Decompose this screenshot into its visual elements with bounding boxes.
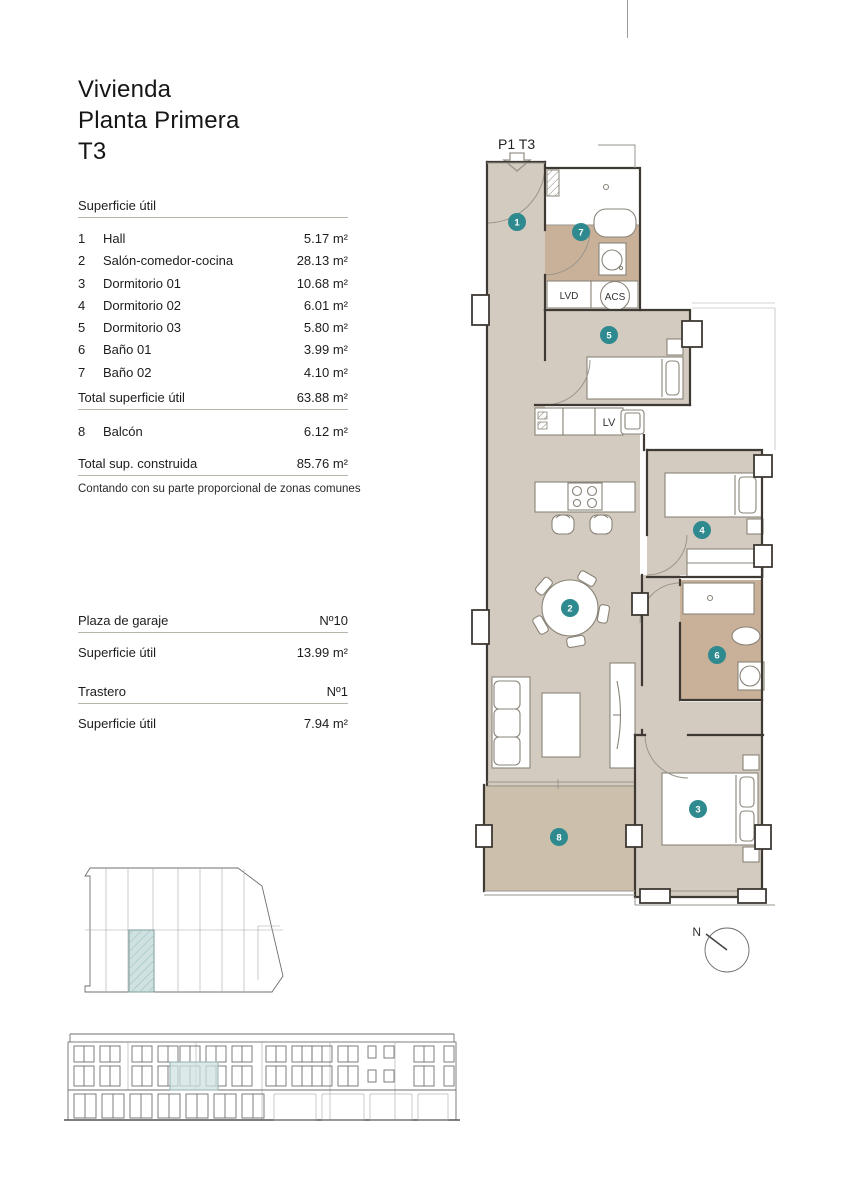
common-zones-note: Contando con su parte proporcional de zonas comunes <box>78 483 361 495</box>
page-title <box>78 74 240 167</box>
title-line-1: Vivienda <box>78 76 172 103</box>
elevation-highlight-unit <box>170 1062 218 1090</box>
title-line-3: T3 <box>78 138 107 165</box>
bathtub-icon <box>594 209 636 237</box>
table-row <box>78 365 348 387</box>
building-elevation <box>62 1028 462 1128</box>
row-value: 6.12 m² <box>303 424 348 439</box>
room-marker-4 <box>693 521 711 539</box>
room-marker-7 <box>572 223 590 241</box>
room-marker-2 <box>561 599 579 617</box>
total-construida-row <box>78 456 348 476</box>
garage-row <box>78 613 348 633</box>
table-row <box>78 342 348 364</box>
total-construida-label: Total sup. construida <box>78 456 198 471</box>
row-name: Hall <box>103 231 126 246</box>
table-row <box>78 253 348 275</box>
site-divisions <box>85 868 283 992</box>
svg-text:1: 1 <box>514 217 520 229</box>
room-marker-3 <box>689 800 707 818</box>
north-compass <box>692 925 749 972</box>
row-num: 8 <box>78 424 86 439</box>
nightstand-icon <box>667 339 683 355</box>
row-name: Dormitorio 01 <box>103 275 182 291</box>
svg-text:5: 5 <box>606 330 612 342</box>
row-name: Baño 02 <box>103 364 152 380</box>
svg-text:6: 6 <box>714 650 720 662</box>
room-marker-5 <box>600 326 618 344</box>
washer-label: LVD <box>559 291 579 302</box>
svg-text:3: 3 <box>695 804 701 816</box>
compass-label: N <box>692 925 701 939</box>
row-value: 5.17 m² <box>303 231 348 246</box>
total-util-row <box>78 390 348 410</box>
unit-label: P1 T3 <box>498 136 536 152</box>
garage-area-label: Superficie útil <box>78 645 157 660</box>
storage-row <box>78 684 348 704</box>
upper-windows <box>74 1046 454 1062</box>
appliance-boxes <box>547 281 638 311</box>
title-line-2: Planta Primera <box>78 107 240 134</box>
area-table-rows <box>78 231 348 387</box>
total-util-label: Total superficie útil <box>78 390 185 405</box>
coffee-table-icon <box>542 693 580 757</box>
floor-plan <box>470 125 780 975</box>
water-heater-label: ACS <box>604 292 626 303</box>
storage-label: Trastero <box>78 684 126 699</box>
row-num: 4 <box>78 297 86 313</box>
middle-windows <box>74 1066 454 1086</box>
ground-windows <box>74 1094 448 1120</box>
room-marker-6 <box>708 646 726 664</box>
garage-area-row <box>78 645 348 660</box>
nightstand-icon <box>743 755 759 770</box>
total-construida-value: 85.76 m² <box>296 456 348 471</box>
area-table-header-label: Superficie útil <box>78 198 157 213</box>
pillow-icon <box>739 477 756 513</box>
row-value: 10.68 m² <box>296 275 348 291</box>
row-value: 28.13 m² <box>296 253 348 269</box>
svg-text:8: 8 <box>556 832 562 844</box>
row-name: Dormitorio 03 <box>103 320 182 336</box>
row-num: 5 <box>78 320 86 336</box>
row-name: Baño 01 <box>103 342 152 358</box>
stool-icon <box>552 515 574 534</box>
row-num: 1 <box>78 231 86 246</box>
page-crop-line <box>627 0 628 38</box>
site-plan <box>78 858 308 1008</box>
sofa-icon <box>492 677 530 768</box>
row-num: 2 <box>78 253 86 269</box>
kitchen-counter <box>535 408 644 435</box>
row-value: 5.80 m² <box>303 320 348 336</box>
area-table-header <box>78 198 348 218</box>
row-name: Dormitorio 02 <box>103 297 182 313</box>
row-value: 6.01 m² <box>303 297 348 313</box>
pillow-icon <box>666 361 679 395</box>
row-num: 6 <box>78 342 86 358</box>
row-value: 3.99 m² <box>303 342 348 358</box>
total-util-value: 63.88 m² <box>296 390 348 405</box>
shower-icon <box>683 583 754 614</box>
svg-text:7: 7 <box>578 227 584 239</box>
stool-icon <box>590 515 612 534</box>
storage-area-label: Superficie útil <box>78 716 157 731</box>
row-name: Balcón <box>103 424 143 439</box>
row-num: 3 <box>78 275 86 291</box>
parapet-line <box>70 1034 454 1042</box>
room-marker-1 <box>508 213 526 231</box>
nightstand-icon <box>747 519 763 534</box>
site-highlight-unit <box>129 930 154 992</box>
svg-text:2: 2 <box>567 603 573 615</box>
row-name: Salón-comedor-cocina <box>103 253 234 269</box>
row-value: 4.10 m² <box>303 364 348 380</box>
garage-number: Nº10 <box>319 613 348 628</box>
table-row <box>78 320 348 342</box>
washer-icon <box>547 170 559 196</box>
storage-number: Nº1 <box>326 684 348 699</box>
area-table <box>78 198 348 387</box>
table-row <box>78 298 348 320</box>
table-row <box>78 231 348 253</box>
washbasin-icon <box>732 627 760 645</box>
storage-area-row <box>78 716 348 731</box>
pillow-icon <box>740 811 754 841</box>
storage-area-value: 7.94 m² <box>303 716 348 731</box>
balcony-row <box>78 424 348 439</box>
table-row <box>78 276 348 298</box>
garage-area-value: 13.99 m² <box>296 645 348 660</box>
dishwasher-label: LV <box>602 417 616 429</box>
pillow-icon <box>740 777 754 807</box>
garage-label: Plaza de garaje <box>78 613 169 628</box>
svg-text:4: 4 <box>699 525 705 537</box>
row-num: 7 <box>78 364 86 380</box>
room-marker-8 <box>550 828 568 846</box>
